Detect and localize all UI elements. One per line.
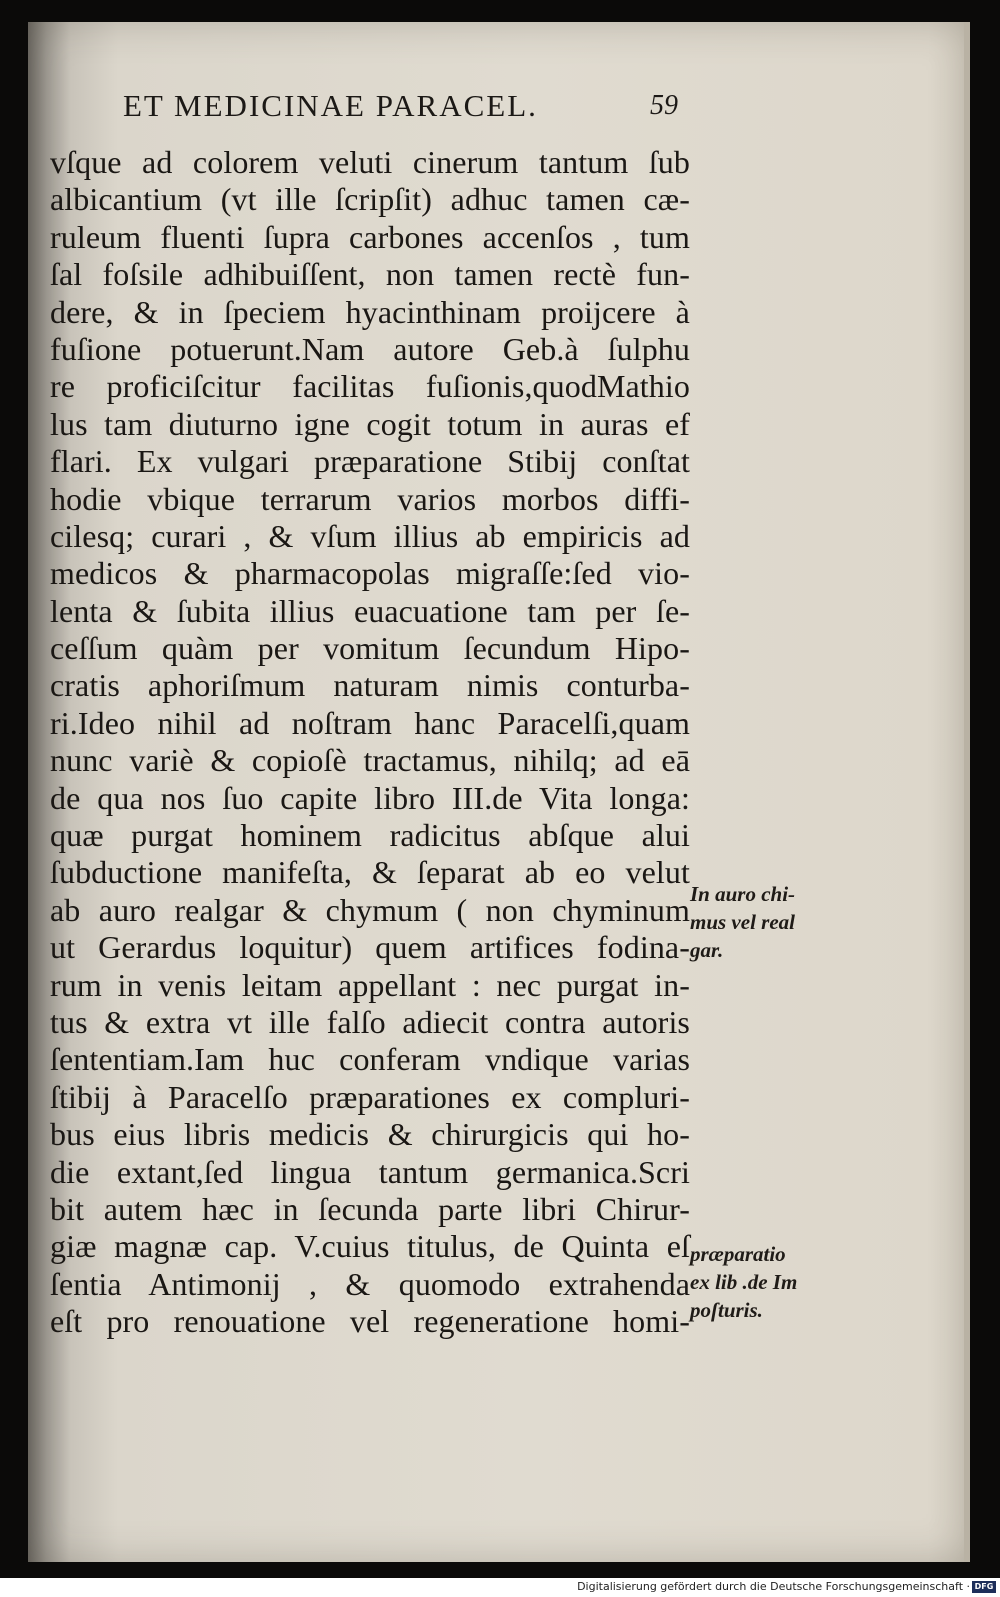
text-line: ſubductione manifeſta, & ſeparat ab eo velut [50,854,690,891]
text-line: flari. Ex vulgari præparatione Stibij conſtat [50,443,690,480]
text-line: medicos & pharmacopolas migraſſe:ſed vio- [50,555,690,592]
body-text [50,144,690,1341]
footer-bar [0,1578,1000,1597]
text-line: cratis aphoriſmum naturam nimis conturba- [50,667,690,704]
text-line: ri.Ideo nihil ad noſtram hanc Paracelſi,quam [50,704,690,741]
text-line: giæ magnæ cap. V.cuius titulus, de Quinta eſ [50,1228,690,1265]
text-line: ſtibij à Paracelſo præparationes ex compluri- [50,1078,690,1115]
text-line: bus eius libris medicis & chirurgicis qui ho- [50,1116,690,1153]
text-line: ſententiam.Iam huc conferam vndique varias [50,1041,690,1078]
text-line: re proficiſcitur facilitas fuſionis,quodMathio [50,368,690,405]
marginal-note-line: ex lib .de Im [690,1270,798,1294]
marginal-note-1 [690,880,840,964]
page-edge [964,22,970,1562]
marginal-note-line: poſturis. [690,1298,763,1322]
text-line: fuſione potuerunt.Nam autore Geb.à ſulphu [50,330,690,367]
marginal-note-2 [690,1240,840,1324]
text-line: vſque ad colorem veluti cinerum tantum ſub [50,144,690,180]
text-line: lenta & ſubita illius euacuatione tam per ſe- [50,592,690,629]
text-line: ab auro realgar & chymum ( non chyminum [50,891,690,928]
marginal-note-line: In auro chi- [690,882,796,906]
text-line: hodie vbique terrarum varios morbos diffi- [50,480,690,517]
footer-credit: Digitalisierung gefördert durch die Deutsche Forschungsgemeinschaft · [577,1580,970,1593]
marginal-note-line: gar. [690,938,724,962]
text-line: cilesq; curari , & vſum illius ab empiricis ad [50,517,690,554]
text-line: ceſſum quàm per vomitum ſecundum Hipo- [50,630,690,667]
running-head [90,88,690,128]
text-line: die extant,ſed lingua tantum germanica.Scri [50,1153,690,1190]
text-line: ut Gerardus loquitur) quem artifices fodina- [50,929,690,966]
text-line: dere, & in ſpeciem hyacinthinam proijcere à [50,293,690,330]
text-line: rum in venis leitam appellant : nec purgat in- [50,966,690,1003]
text-line: bit autem hæc in ſecunda parte libri Chirur- [50,1190,690,1227]
marginal-note-line: mus vel real [690,910,795,934]
marginal-note-line: præparatio [690,1242,786,1266]
text-line: ſentia Antimonij , & quomodo extrahenda [50,1265,690,1302]
running-title: ET MEDICINAE PARACEL. [123,88,538,123]
text-line: tus & extra vt ille falſo adiecit contra autoris [50,1003,690,1040]
dfg-logo: DFG [972,1581,996,1593]
text-line: de qua nos ſuo capite libro III.de Vita longa: [50,779,690,816]
text-line: nunc variè & copioſè tractamus, nihilq; ad eā [50,742,690,779]
text-line: eſt pro renouatione vel regeneratione homi- [50,1303,690,1340]
text-line: quæ purgat hominem radicitus abſque alui [50,817,690,854]
text-line: ſal foſsile adhibuiſſent, non tamen rectè fun- [50,256,690,293]
text-line: lus tam diuturno igne cogit totum in auras ef [50,405,690,442]
text-line: ruleum fluenti ſupra carbones accenſos , tum [50,218,690,255]
page-number: 59 [650,90,678,121]
text-line: albicantium (vt ille ſcripſit) adhuc tamen cæ- [50,181,690,218]
